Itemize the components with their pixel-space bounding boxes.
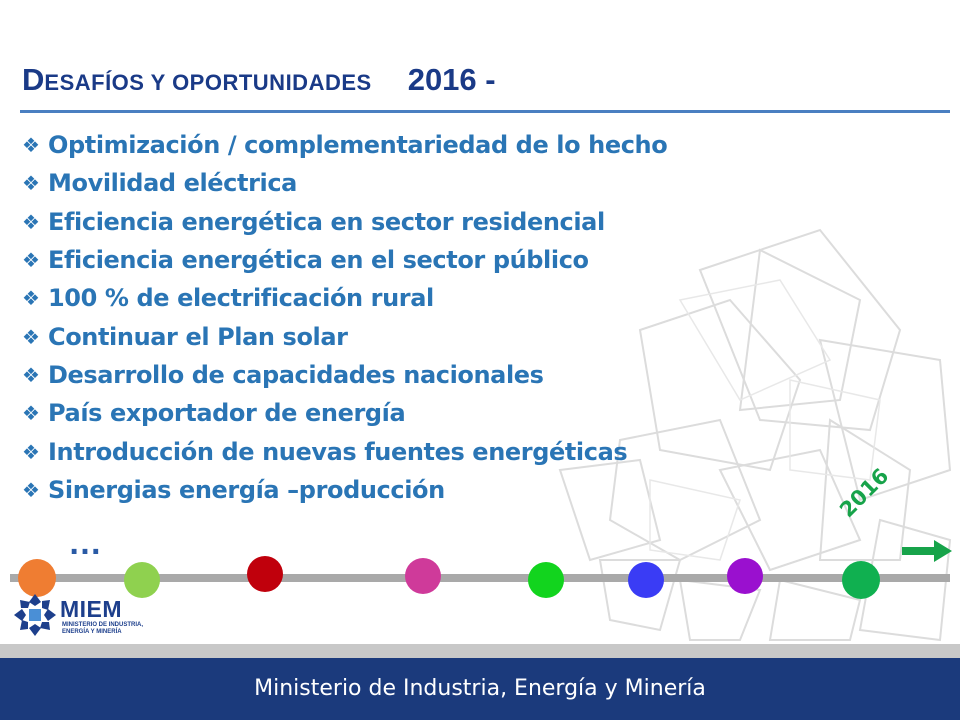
diamond-bullet-icon: ❖	[22, 209, 40, 234]
list-item	[22, 432, 667, 470]
logo-subtitle-line1: MINISTERIO DE INDUSTRIA,	[62, 622, 144, 628]
footer-text: Ministerio de Industria, Energía y Minería	[254, 676, 706, 701]
list-item	[22, 394, 667, 432]
list-item-text: Desarrollo de capacidades nacionales	[48, 360, 544, 389]
list-item	[22, 241, 667, 279]
diamond-bullet-icon: ❖	[22, 439, 40, 464]
footer-gray-band	[0, 644, 960, 658]
title-underline	[20, 110, 950, 113]
logo-subtitle	[62, 622, 143, 636]
miem-logo-icon	[12, 592, 58, 638]
diamond-bullet-icon: ❖	[22, 324, 40, 349]
list-item	[22, 126, 667, 164]
list-item	[22, 164, 667, 202]
list-item	[22, 279, 667, 317]
list-item	[22, 203, 667, 241]
list-item-text: Movilidad eléctrica	[48, 169, 297, 198]
list-item-text: Sinergias energía –producción	[48, 475, 445, 504]
logo-subtitle-line2: ENERGÍA Y MINERÍA	[62, 629, 122, 635]
list-item-text: Eficiencia energética en el sector público	[48, 246, 589, 275]
list-item-text: Eficiencia energética en sector residencial	[48, 207, 605, 236]
list-item-text: 100 % de electrificación rural	[48, 284, 434, 313]
page-title	[22, 62, 496, 98]
diamond-bullet-icon: ❖	[22, 133, 40, 158]
list-item-text: País exportador de energía	[48, 399, 406, 428]
title-initial: D	[22, 62, 45, 97]
diamond-bullet-icon: ❖	[22, 401, 40, 426]
timeline-dot	[247, 556, 283, 592]
diamond-bullet-icon: ❖	[22, 248, 40, 273]
logo-name: MIEM	[60, 596, 123, 622]
list-item	[22, 317, 667, 355]
diamond-bullet-icon: ❖	[22, 362, 40, 387]
bullet-list	[22, 126, 667, 509]
timeline-dot	[405, 558, 441, 594]
title-main: ESAFÍOS Y OPORTUNIDADES	[44, 70, 372, 95]
timeline-ellipsis: …	[68, 524, 104, 562]
timeline-dot	[842, 561, 880, 599]
timeline-dot	[628, 562, 664, 598]
list-item-text: Continuar el Plan solar	[48, 322, 348, 351]
timeline-dot	[124, 562, 160, 598]
list-item	[22, 471, 667, 509]
timeline-dot	[727, 558, 763, 594]
diamond-bullet-icon: ❖	[22, 171, 40, 196]
list-item-text: Introducción de nuevas fuentes energéticas	[48, 437, 628, 466]
timeline-dot	[528, 562, 564, 598]
list-item	[22, 356, 667, 394]
diamond-bullet-icon: ❖	[22, 286, 40, 311]
diamond-bullet-icon: ❖	[22, 477, 40, 502]
right-arrow-icon	[902, 540, 952, 562]
timeline-year-label: 2016	[835, 463, 894, 522]
title-year: 2016 -	[407, 62, 496, 97]
list-item-text: Optimización / complementariedad de lo hecho	[48, 131, 668, 160]
